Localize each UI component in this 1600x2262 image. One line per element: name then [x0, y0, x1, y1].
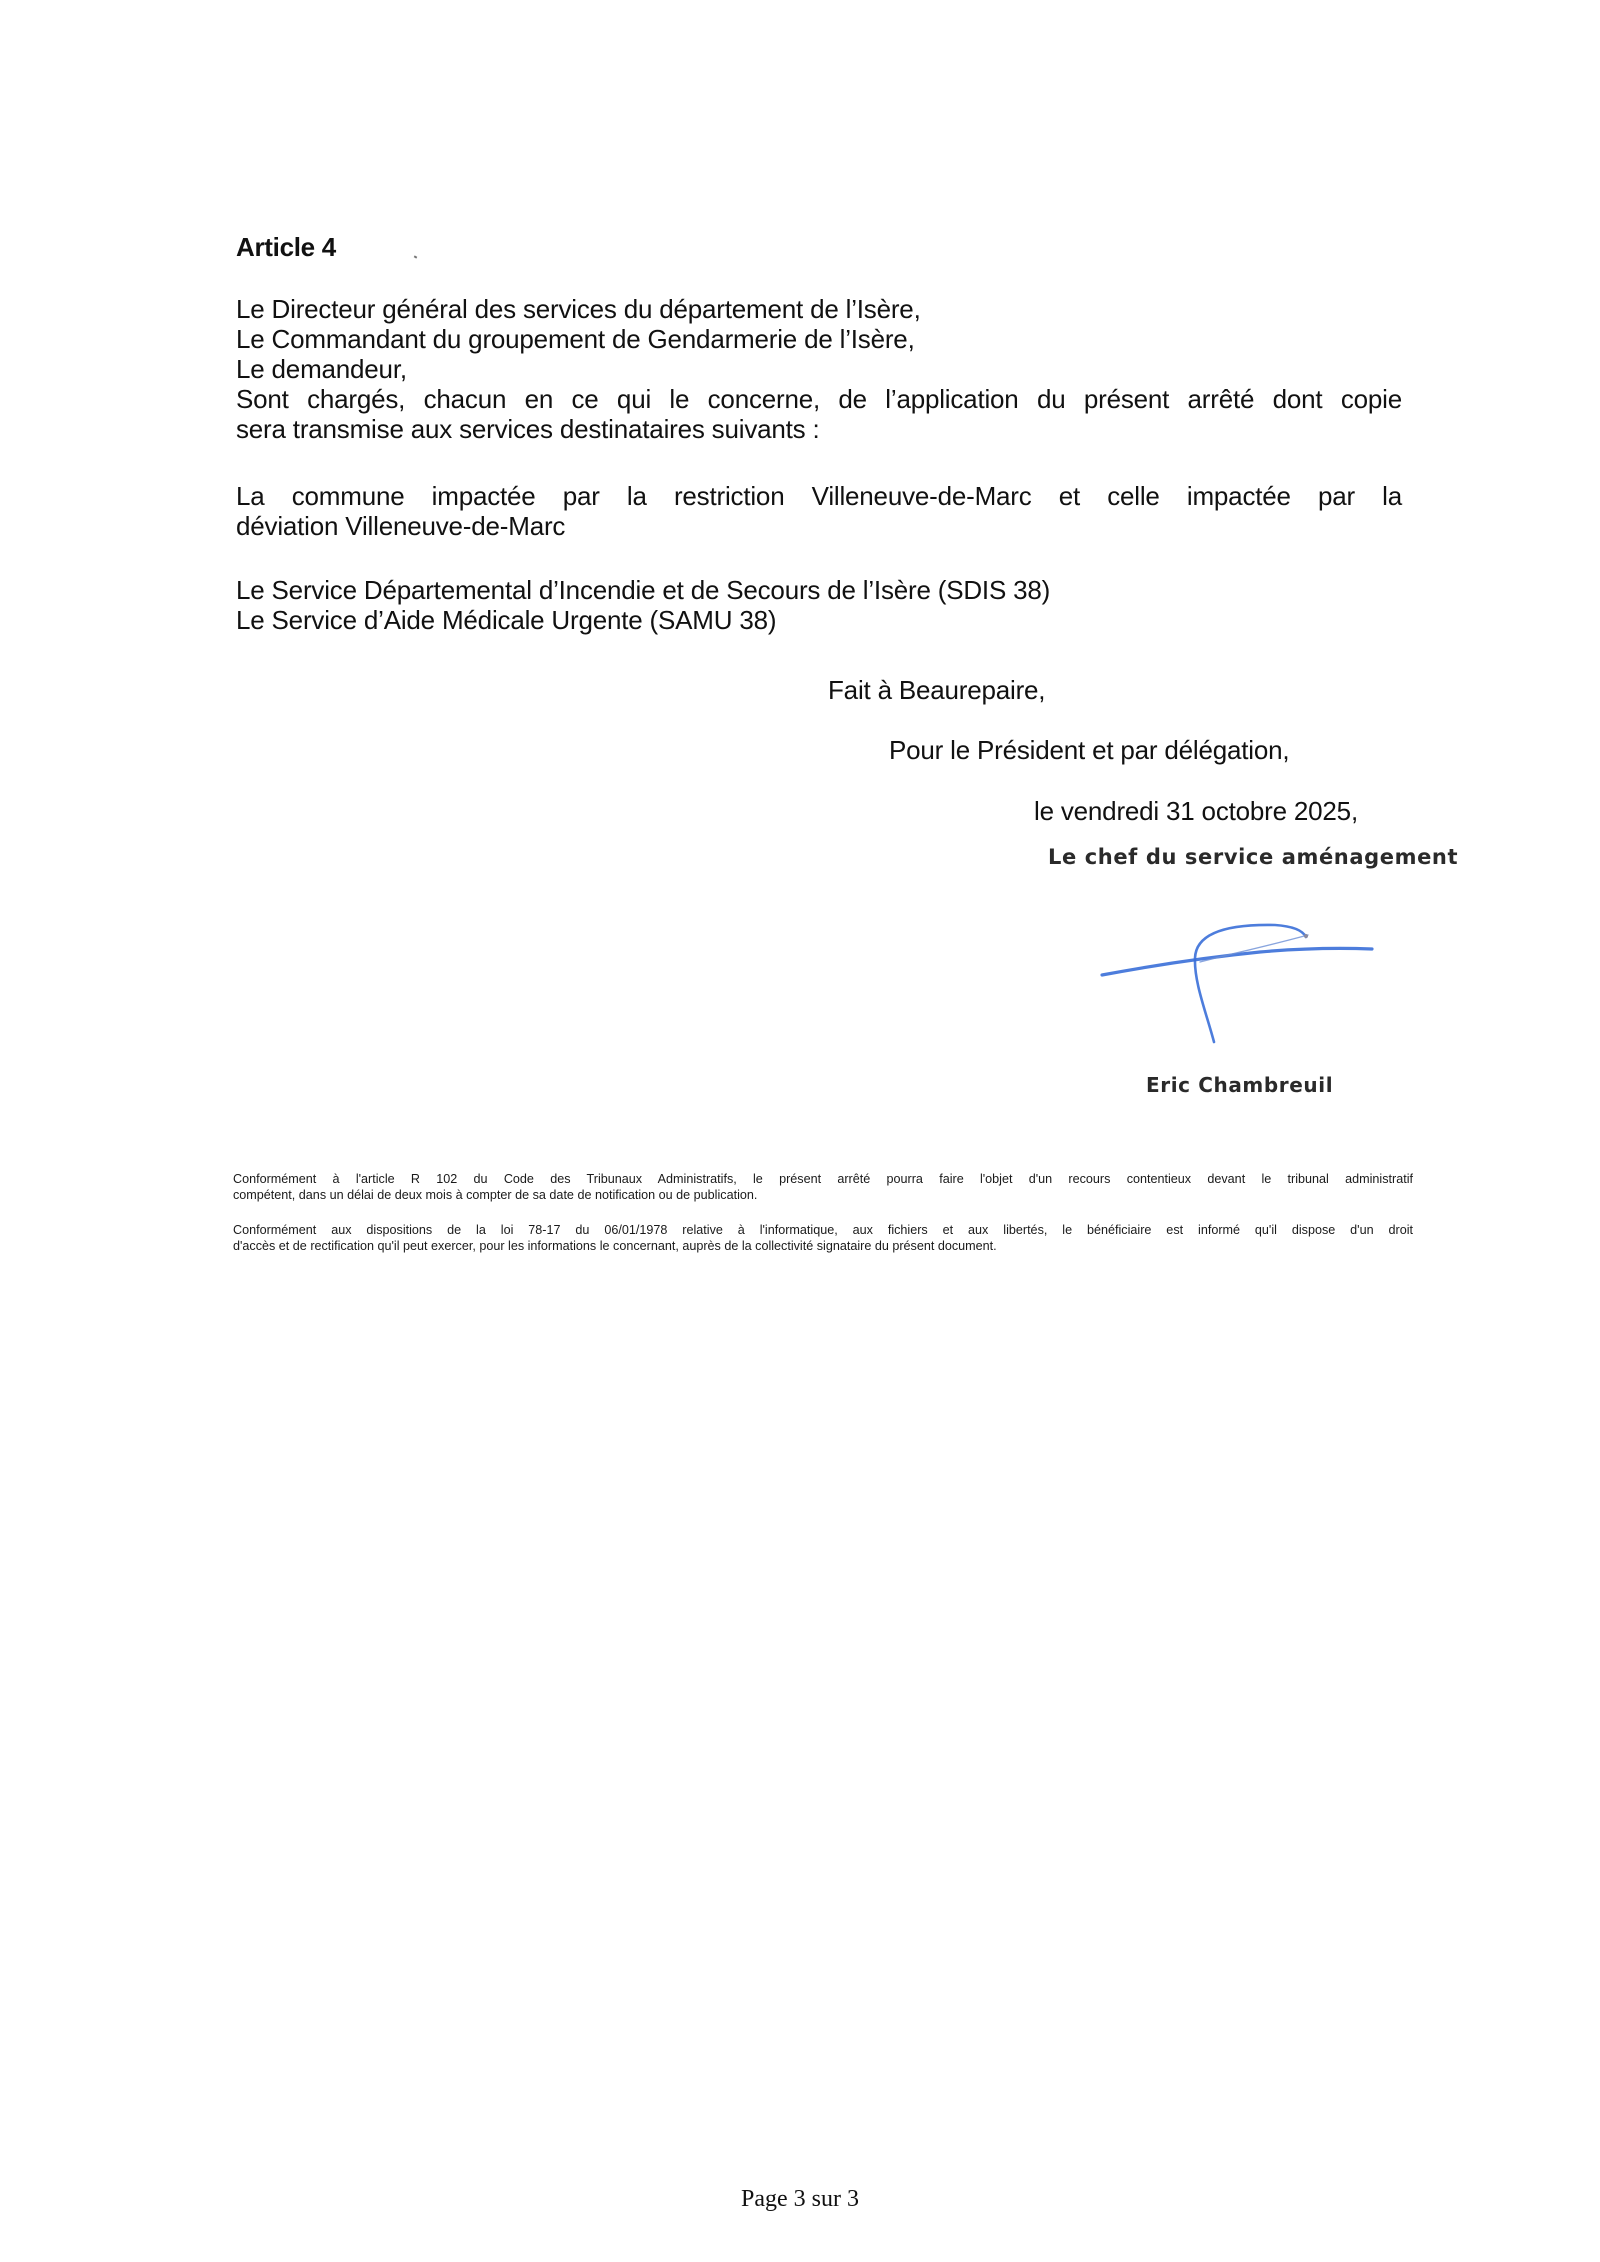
commune-paragraph	[236, 481, 1402, 541]
article-heading: Article 4	[236, 232, 336, 262]
scan-artifact	[414, 255, 418, 258]
legal-line: compétent, dans un délai de deux mois à compter de sa date de notification ou de publication.	[233, 1188, 758, 1202]
paragraph-line: Le Service Départemental d’Incendie et de Secours de l’Isère (SDIS 38)	[236, 575, 1051, 605]
paragraph-line: sera transmise aux services destinataires suivants :	[236, 414, 820, 444]
signer-name: Eric Chambreuil	[1146, 1073, 1334, 1097]
page-number: Page 3 sur 3	[741, 2186, 859, 2212]
signature-date: le vendredi 31 octobre 2025,	[1034, 796, 1358, 826]
legal-notice-appeal	[233, 1171, 1413, 1203]
legal-line: Conformément aux dispositions de la loi 78-17 du 06/01/1978 relative à l'informatique, aux fichiers et aux libertés, le bénéficiaire est informé qu'il dispose d'un droit	[233, 1223, 1413, 1237]
legal-notice-data-privacy	[233, 1222, 1413, 1254]
services-paragraph	[236, 575, 1402, 635]
signer-role: Le chef du service aménagement	[1048, 845, 1459, 869]
paragraph-line: Le Commandant du groupement de Gendarmerie de l’Isère,	[236, 324, 915, 354]
signature-place: Fait à Beaurepaire,	[828, 675, 1046, 705]
recipients-paragraph	[236, 294, 1402, 444]
handwritten-signature	[1090, 900, 1390, 1060]
signature-delegation: Pour le Président et par délégation,	[889, 735, 1290, 765]
legal-line: Conformément à l'article R 102 du Code des Tribunaux Administratifs, le présent arrêté pourra faire l'objet d'un recours contentieux devant le tribunal administratif	[233, 1172, 1413, 1186]
paragraph-line: Le Service d’Aide Médicale Urgente (SAMU 38)	[236, 605, 777, 635]
signature-dot	[1304, 934, 1308, 938]
paragraph-line: Le demandeur,	[236, 354, 407, 384]
legal-line: d'accès et de rectification qu'il peut exercer, pour les informations le concernant, auprès de la collectivité signataire du présent document.	[233, 1239, 997, 1253]
paragraph-line: La commune impactée par la restriction Villeneuve-de-Marc et celle impactée par la	[236, 481, 1402, 511]
paragraph-line: Sont chargés, chacun en ce qui le concerne, de l’application du présent arrêté dont copie	[236, 384, 1402, 414]
paragraph-line: déviation Villeneuve-de-Marc	[236, 511, 566, 541]
paragraph-line: Le Directeur général des services du département de l’Isère,	[236, 294, 921, 324]
